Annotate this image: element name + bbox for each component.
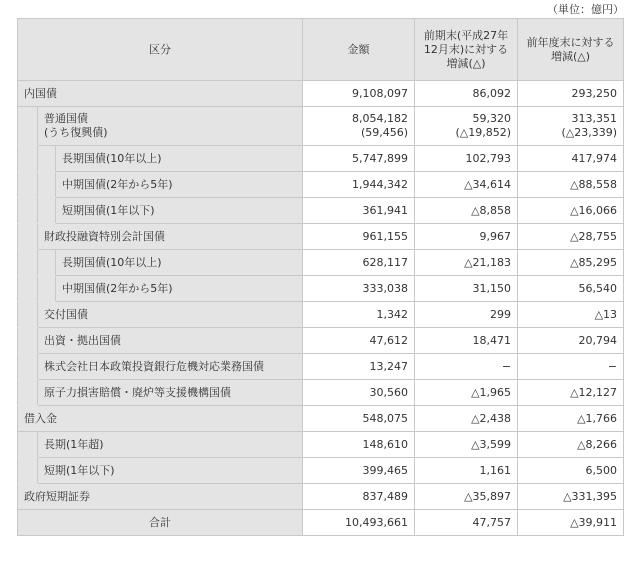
prev-period-cell: 18,471	[415, 328, 518, 354]
amount-cell: 548,075	[303, 406, 415, 432]
table-row	[18, 458, 624, 484]
prev-year-cell: −	[518, 354, 624, 380]
prev-period-cell: △1,965	[415, 380, 518, 406]
header-category: 区分	[18, 19, 303, 81]
table-row	[18, 432, 624, 458]
amount-cell: 5,747,899	[303, 146, 415, 172]
amount-cell: 1,944,342	[303, 172, 415, 198]
prev-period-cell: 9,967	[415, 224, 518, 250]
row-label: 財政投融資特別会計国債	[38, 224, 303, 250]
header-prev-period: 前期末(平成27年12月末)に対する増減(△)	[415, 19, 518, 81]
prev-period-cell: 31,150	[415, 276, 518, 302]
row-label: 長期国債(10年以上)	[56, 146, 303, 172]
prev-year-cell: △16,066	[518, 198, 624, 224]
row-label: 借入金	[18, 406, 303, 432]
prev-period-cell: 299	[415, 302, 518, 328]
table-row	[18, 224, 624, 250]
prev-period-cell: △34,614	[415, 172, 518, 198]
table-row	[18, 198, 624, 224]
amount-cell: 333,038	[303, 276, 415, 302]
prev-period-cell: △21,183	[415, 250, 518, 276]
unit-label: （単位：億円）	[547, 3, 624, 16]
prev-year-cell: △85,295	[518, 250, 624, 276]
table-row	[18, 250, 624, 276]
row-label: 中期国債(2年から5年)	[56, 276, 303, 302]
table-row	[18, 107, 624, 146]
total-row	[18, 510, 624, 536]
row-label: 長期国債(10年以上)	[56, 250, 303, 276]
prev-year-cell: △13	[518, 302, 624, 328]
header-prev-year: 前年度末に対する増減(△)	[518, 19, 624, 81]
table-row	[18, 354, 624, 380]
prev-year-cell: 20,794	[518, 328, 624, 354]
row-label: 政府短期証券	[18, 484, 303, 510]
row-label: 交付国債	[38, 302, 303, 328]
prev-period-cell: −	[415, 354, 518, 380]
row-label: 長期(1年超)	[38, 432, 303, 458]
amount-cell: 1,342	[303, 302, 415, 328]
total-label: 合計	[18, 510, 303, 536]
prev-period-cell: △3,599	[415, 432, 518, 458]
amount-cell: 399,465	[303, 458, 415, 484]
prev-period-cell: △35,897	[415, 484, 518, 510]
prev-period-cell: 59,320 (△19,852)	[415, 107, 518, 146]
table-row	[18, 172, 624, 198]
amount-cell: 148,610	[303, 432, 415, 458]
table-row	[18, 146, 624, 172]
amount-cell: 837,489	[303, 484, 415, 510]
prev-year-cell: △1,766	[518, 406, 624, 432]
amount-cell: 47,612	[303, 328, 415, 354]
table-row	[18, 81, 624, 107]
table-row	[18, 276, 624, 302]
amount-cell: 961,155	[303, 224, 415, 250]
table-row	[18, 302, 624, 328]
amount-cell: 10,493,661	[303, 510, 415, 536]
row-label: 出資・拠出国債	[38, 328, 303, 354]
table-row	[18, 380, 624, 406]
prev-period-cell: △2,438	[415, 406, 518, 432]
table-row	[18, 484, 624, 510]
prev-year-cell: 417,974	[518, 146, 624, 172]
prev-year-cell: △28,755	[518, 224, 624, 250]
row-label: 普通国債 (うち復興債)	[38, 107, 303, 146]
row-label: 内国債	[18, 81, 303, 107]
amount-cell: 30,560	[303, 380, 415, 406]
prev-year-cell: 56,540	[518, 276, 624, 302]
table-row	[18, 328, 624, 354]
prev-period-cell: 1,161	[415, 458, 518, 484]
prev-year-cell: 293,250	[518, 81, 624, 107]
row-label: 短期(1年以下)	[38, 458, 303, 484]
table-row	[18, 406, 624, 432]
header-row	[18, 19, 624, 81]
prev-year-cell: △12,127	[518, 380, 624, 406]
prev-period-cell: 86,092	[415, 81, 518, 107]
amount-cell: 9,108,097	[303, 81, 415, 107]
prev-year-cell: △331,395	[518, 484, 624, 510]
amount-cell: 8,054,182 (59,456)	[303, 107, 415, 146]
prev-year-cell: △88,558	[518, 172, 624, 198]
national-debt-table	[17, 18, 624, 536]
prev-year-cell: △8,266	[518, 432, 624, 458]
prev-period-cell: 47,757	[415, 510, 518, 536]
row-label: 短期国債(1年以下)	[56, 198, 303, 224]
header-amount: 金額	[303, 19, 415, 81]
amount-cell: 628,117	[303, 250, 415, 276]
row-label: 株式会社日本政策投資銀行危機対応業務国債	[38, 354, 303, 380]
prev-year-cell: 313,351 (△23,339)	[518, 107, 624, 146]
prev-period-cell: △8,858	[415, 198, 518, 224]
prev-year-cell: 6,500	[518, 458, 624, 484]
amount-cell: 361,941	[303, 198, 415, 224]
amount-cell: 13,247	[303, 354, 415, 380]
row-label: 原子力損害賠償・廃炉等支援機構国債	[38, 380, 303, 406]
row-label: 中期国債(2年から5年)	[56, 172, 303, 198]
prev-period-cell: 102,793	[415, 146, 518, 172]
prev-year-cell: △39,911	[518, 510, 624, 536]
